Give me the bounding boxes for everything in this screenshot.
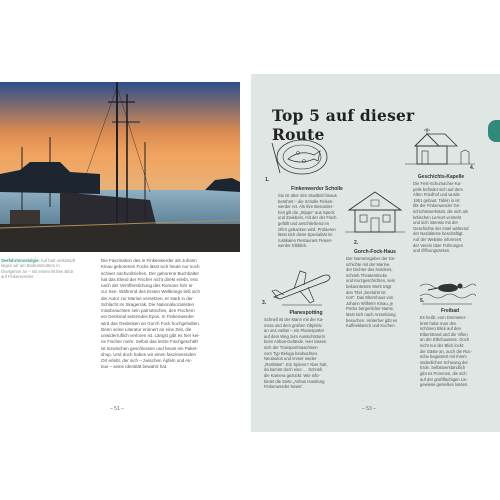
text-line: gewiese genießen lassen. [420,382,469,388]
text-line: der Dichter des Nordens, [346,267,393,273]
text-line: die Gäste an, auch die Ruc- [420,348,472,354]
text-line: tibt der Finkenwerder Ge- [413,203,461,209]
left-page-number: – 51 – [110,406,124,412]
caption-text: Auf hart umkämpft liegen wir am Bodensmuttern in Övelgönne an – mit einem letzten Blick auf Finkenwerder [1,258,76,280]
text-line: werder Elbblick. [278,243,308,249]
text-line: Der Namensgeber der Ge- [346,256,396,261]
section-1-text [278,193,346,249]
page-title: Top 5 auf dieser Route [272,106,415,144]
body-line: Denn seine Literatur erinnert an eine Zeit, die [101,326,192,332]
text-line: und sich intensiv mit der [413,220,458,226]
body-line: shop. Und doch haben wir einen faszinierenden [101,351,197,357]
text-line: Elberstrand und die Villen [420,331,468,337]
text-line: Kaffeeklatsch und Kuchen. [346,323,396,329]
text-line: mera und dem großen Objektiv [264,322,322,328]
text-line: Ofen gebacken wird. Probieren [278,226,336,232]
text-line: Schnell ist der Mann mit der Ka- [264,317,324,322]
text-line: not!“. Das Elternhaus von [346,295,394,301]
text-line: nicht nur der Blick lockt: [420,342,465,348]
text-line: kritischen Lernort versteht [413,214,462,220]
text-line: Sie ist über den Stadtteil hinaus [278,193,337,198]
text-line: Die Fest-Schumacher-Ka- [413,181,462,186]
text-line: sche begeistert mit ihrem [420,354,467,360]
text-line: rustikalen Restaurant Finken- [278,237,333,243]
section-2-text [346,256,412,329]
section-3-title: Planespotting [289,310,323,316]
body-line: bus – seine Identität bewahrt hat. [101,364,168,370]
section-2-title: Gorch-Fock-Haus [354,249,396,255]
text-line: auf dem Weg zum Aussichtsturm [264,333,326,339]
text-line: Auf der Website informiert [413,236,462,242]
text-line: besuchen. Hinterher gibt es [346,317,398,323]
body-line: Schlacht im Skagerrak. Die Nationalsozialisten [101,301,195,307]
section-4-number: 4. [470,165,475,171]
text-line: südenlichen Schwung der [420,359,468,365]
text-line: Es heißt, vom Dreimeter- [420,315,467,320]
section-3-text [264,317,348,390]
airplane-icon [270,265,332,307]
body-line: Kinau geborenen Focks lässt sich heute nur noch [101,264,200,270]
section-4-title: Geschichts-Kapelle [417,174,465,180]
body-line: ist inzwischen geschlossen und heute ein Paket- [101,345,198,351]
text-line: berühmt – die Scholle Finken- [278,198,334,204]
section-2-number: 2. [354,240,359,246]
text-line: an der Elbchaussee. Doch [420,337,470,343]
body-line: zur See. Während des Ersten Weltkriegs ließ sich [101,289,200,295]
text-line: der Verein über Führungen [413,242,464,248]
text-line: Johann Wilhelm Kinau, je [346,300,394,306]
section-5-title: Freibad [440,308,460,314]
text-line: den Titel „Seefahrt ist [346,289,386,295]
text-line: pelle befindet sich auf dem [413,186,463,192]
text-line: der Naziälteste beschäftigt. [413,231,464,237]
right-page-number: – 53 – [362,406,376,412]
chapel-icon [405,124,475,170]
text-line: an uns vorbei – ein Planespotter [264,328,325,334]
body-line: der Autor zur Marine versetzen, er starb in der [101,295,193,301]
fish-plate-icon [270,135,330,180]
text-line: die Kamera gezückt. Wie info- [264,372,320,378]
text-line: gibt es Pommes, die sich [420,370,467,376]
section-3-number: 3. [262,300,267,306]
body-line: ein Denkmal setzendes Epos. In Finkenwerder [101,314,195,320]
text-line: heit gilt die „Stippe“ aus Speck [278,209,335,215]
section-5-number: 5. [420,298,425,304]
text-line: lässt sich nach Anmeldung [346,311,396,317]
body-line: nach der Veröffentlichung des Romans fuhr er [101,283,193,288]
body-line: unwiderruflich verloren ist. Längst gibt es hier kei- [101,333,200,338]
text-line: vom Typ Beluga beobachten. [264,350,319,356]
house-icon [345,188,405,236]
text-line: und Zwiebeln, mit der der Fisch [278,215,337,221]
section-1-title: Finkenwerder Scholle [291,186,343,192]
body-line: schwer nachvollziehen. Der geborene Buchhalter [101,270,200,276]
text-line: und Kurzgeschichten, sein [346,278,396,284]
text-line: Alten Friedhof und wurde [413,192,460,198]
text-line: Pocks bürgerlicher Name, [346,306,395,312]
text-line: lässt sich diese Spezialität im [278,232,333,238]
body-line: hat das Elend der Fischer nicht direkt erlebt, erst [101,276,198,282]
body-line: wird das Gedenken an Gorch Fock hochgehalten. [101,320,201,326]
text-line: Erde. Selbstverständlich [420,365,466,371]
text-line: werder Art. Als ihre Besonder- [278,204,334,210]
harbor-photo [0,82,240,252]
chapter-tab [488,120,500,142]
text-line: gefüllt und anschließend im [278,220,329,226]
text-line: und Öffnungszeiten. [413,248,451,254]
body-line: missbrauchten sein patriotisches, den Fischern [101,308,195,313]
text-line: Finkenwerder News“. [264,384,304,390]
section-5-text [420,315,482,388]
text-line: bietet die Seite „Airbus Hamburg [264,378,325,384]
text-line: „Raritäten“. Ein Spleen? Aber halt, [264,361,328,367]
text-line: schrieb Theaterstücke [346,272,388,278]
photo-caption [1,258,79,280]
left-body-text [101,258,240,371]
text-line: schönen Blick auf den [420,326,461,332]
text-line: beim Airbus-Gelände. Hier lassen [264,339,327,345]
left-page-number-value: 51 [114,406,120,412]
swimmer-icon [418,270,476,308]
text-line: da kommt doch eine … Schnell [264,367,322,373]
body-line: Die Faszination des in Finkenwerder als Johann [101,258,197,263]
text-line: Geschichte der Insel während [413,225,469,231]
text-line: schichte mit der Marine, [346,261,391,267]
text-line: sich der Transportmaschinen [264,344,318,350]
text-line: schichtswerkstatt, die sich als [413,208,468,214]
text-line: auf der großflächigen Lie- [420,376,468,382]
text-line: Neulautos und immer weder [264,356,317,362]
right-page-number-value: 53 [366,406,372,412]
text-line: brett habe man den [420,320,457,326]
body-line: ne Fischer mehr. Selbst das letzte Fischgeschäft [101,339,198,345]
text-line: bekanntestes Werk trägt [346,283,392,289]
section-1-number: 1. [265,177,270,183]
section-4-text [413,181,479,254]
body-line: Ort erlebt, der sich – zwischen Äpfeln und Air- [101,358,193,363]
text-line: 1951 gebaut. Tafeln in ist [413,197,460,203]
caption-accent: Seefahrtsnostalgie: [1,258,40,263]
